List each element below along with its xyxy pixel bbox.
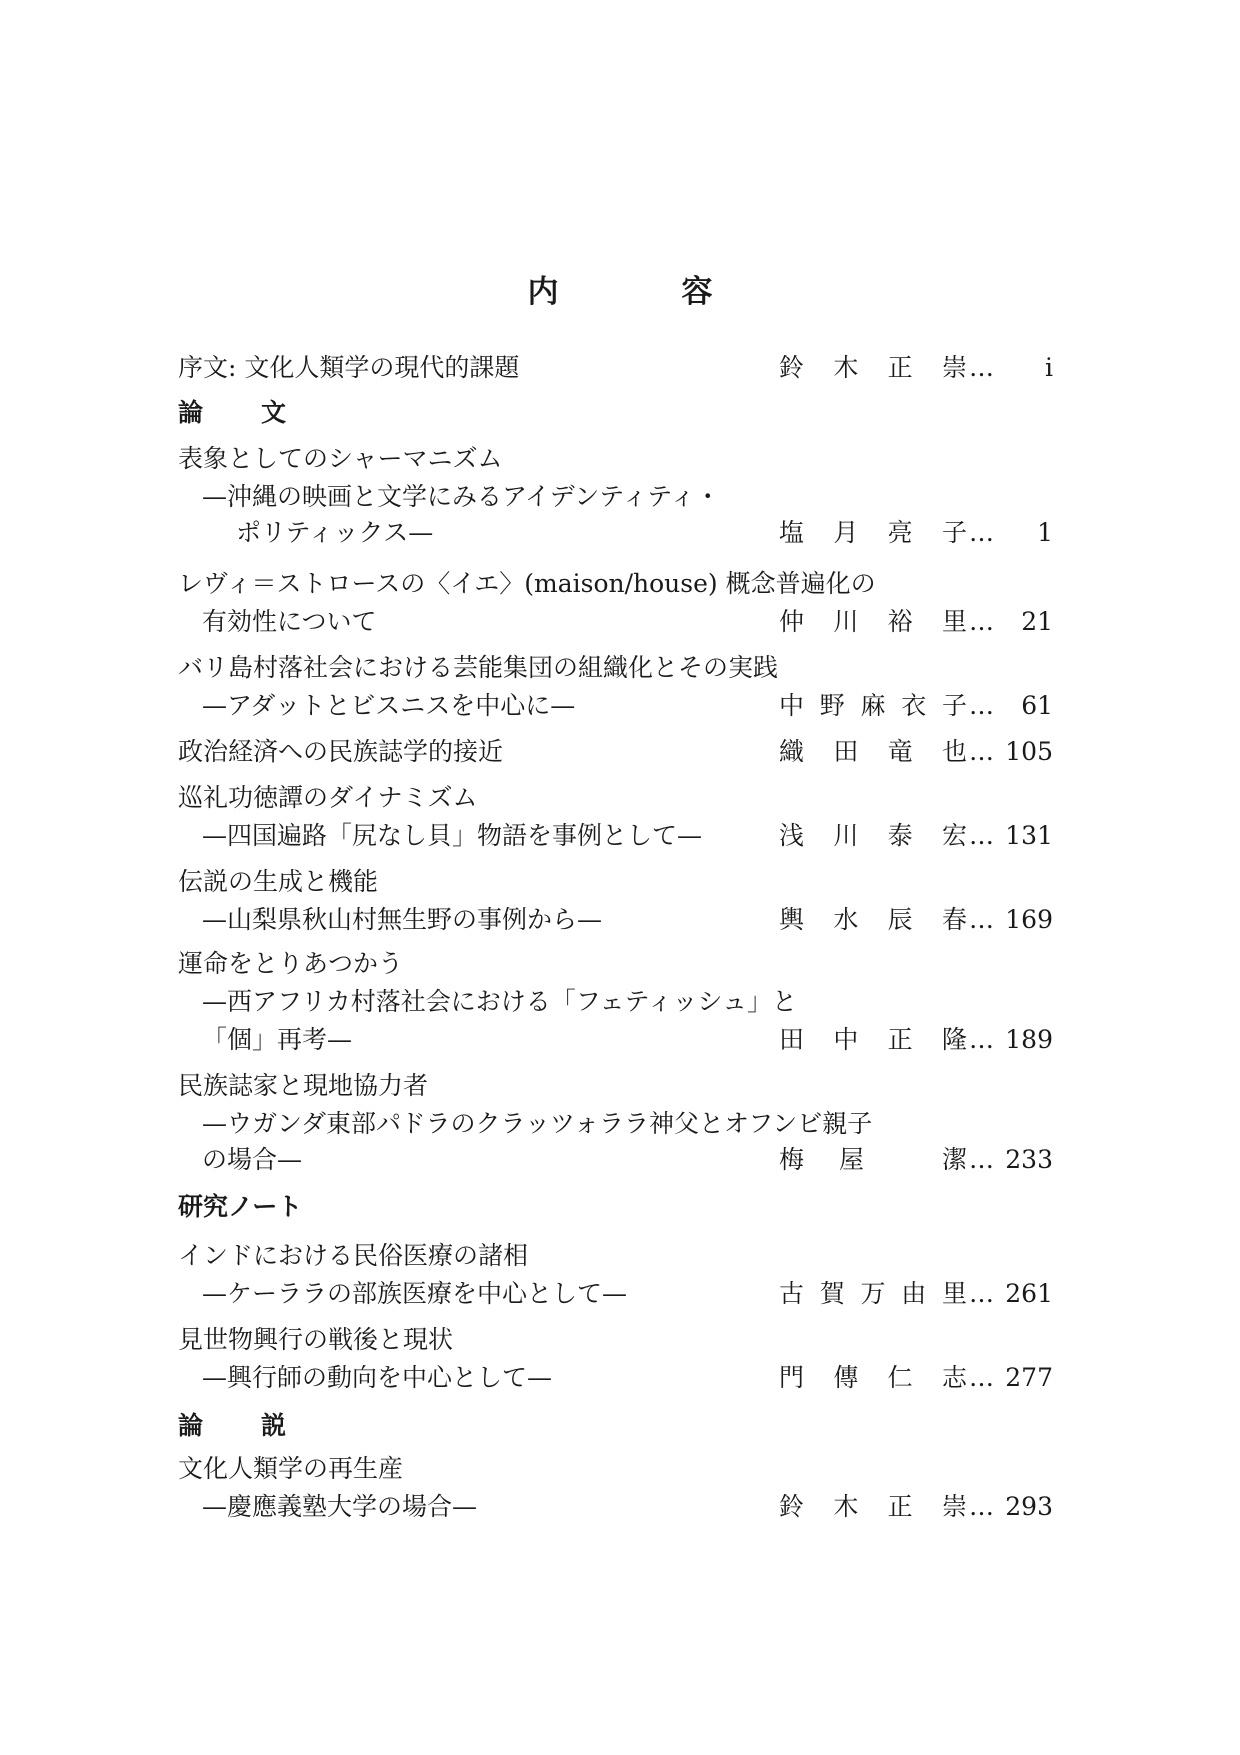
author-char: 子 bbox=[941, 518, 967, 547]
author-char: 正 bbox=[887, 1492, 913, 1521]
entry-subtitle: —アダットとビスニスを中心に— bbox=[202, 691, 576, 720]
author-char: 水 bbox=[833, 905, 859, 934]
author-char: 中 bbox=[779, 691, 805, 720]
section-heading-label bbox=[178, 1407, 286, 1445]
author-char: 万 bbox=[860, 1279, 886, 1308]
entry-page-number: 105 bbox=[1005, 737, 1053, 766]
author-char: 也 bbox=[941, 737, 967, 766]
entry-subtitle: —慶應義塾大学の場合— bbox=[202, 1492, 478, 1521]
entry-page-number: 21 bbox=[1021, 607, 1053, 636]
author-char: 木 bbox=[833, 1492, 859, 1521]
entry-subtitle: —山梨県秋山村無生野の事例から— bbox=[202, 905, 603, 934]
entry-subtitle: 「個」再考— bbox=[202, 1025, 353, 1054]
entry-page-number: 293 bbox=[1005, 1492, 1053, 1521]
entry-subtitle: —ウガンダ東部パドラのクラッツォララ神父とオフンビ親子 bbox=[202, 1109, 873, 1138]
entry-title: 政治経済への民族誌学的接近 bbox=[178, 737, 504, 766]
entry-author bbox=[779, 603, 967, 641]
author-char: 田 bbox=[833, 737, 859, 766]
entry-title: 見世物興行の戦後と現状 bbox=[178, 1325, 454, 1354]
author-char: 仁 bbox=[887, 1363, 913, 1392]
toc-entry-line bbox=[178, 440, 1053, 478]
author-char: 崇 bbox=[941, 1492, 967, 1521]
author-char: 隆 bbox=[941, 1025, 967, 1054]
toc-entry-line bbox=[178, 1105, 1053, 1143]
entry-author bbox=[779, 349, 967, 387]
author-char: 門 bbox=[779, 1363, 805, 1392]
author-char: 由 bbox=[901, 1279, 927, 1308]
author-char: 川 bbox=[833, 821, 859, 850]
toc-entry-line bbox=[178, 1141, 1053, 1179]
toc-entry-line bbox=[178, 478, 1053, 516]
author-char bbox=[899, 1141, 907, 1179]
leader-dots: … bbox=[969, 737, 992, 766]
leader-dots: … bbox=[969, 518, 992, 547]
section-heading bbox=[178, 1188, 1053, 1226]
toc-entry-line bbox=[178, 945, 1053, 983]
entry-page-number: 233 bbox=[1005, 1145, 1053, 1174]
author-char: 田 bbox=[779, 1025, 805, 1054]
entry-page-number: 261 bbox=[1005, 1279, 1053, 1308]
toc-entry-line bbox=[178, 514, 1053, 552]
section-heading-char: 論 bbox=[178, 1411, 204, 1440]
entry-page-number: i bbox=[1045, 353, 1053, 382]
entry-title: インドにおける民俗医療の諸相 bbox=[178, 1241, 529, 1270]
toc-entry-line bbox=[178, 649, 1053, 687]
entry-title: 序文: 文化人類学の現代的課題 bbox=[178, 353, 520, 382]
author-char: 裕 bbox=[887, 607, 913, 636]
toc-entry-line bbox=[178, 603, 1053, 641]
entry-page-number: 169 bbox=[1005, 905, 1053, 934]
toc-entry-line bbox=[178, 565, 1053, 603]
entry-page-number: 61 bbox=[1021, 691, 1053, 720]
toc-entry-line bbox=[178, 349, 1053, 387]
section-heading-char: 論 bbox=[178, 398, 204, 427]
toc-entry-line bbox=[178, 1237, 1053, 1275]
section-heading bbox=[178, 394, 1053, 432]
entry-title: 巡礼功徳譚のダイナミズム bbox=[178, 783, 478, 812]
entry-author bbox=[779, 1275, 967, 1313]
author-char: 川 bbox=[833, 607, 859, 636]
section-heading bbox=[178, 1407, 1053, 1445]
author-char: 織 bbox=[779, 737, 805, 766]
entry-author bbox=[779, 733, 967, 771]
toc-entry-line bbox=[178, 1450, 1053, 1488]
entry-title: レヴィ＝ストロースの〈イエ〉(maison/house) 概念普遍化の bbox=[178, 569, 876, 598]
entry-page-number: 131 bbox=[1005, 821, 1053, 850]
toc-entry-line bbox=[178, 1488, 1053, 1526]
entry-subtitle: ポリティックス— bbox=[236, 518, 434, 547]
author-char: 古 bbox=[779, 1279, 805, 1308]
author-char: 子 bbox=[941, 691, 967, 720]
author-char: 梅 bbox=[779, 1145, 805, 1174]
author-char: 宏 bbox=[941, 821, 967, 850]
entry-author bbox=[779, 901, 967, 939]
toc-entry-line bbox=[178, 1021, 1053, 1059]
author-char: 潔 bbox=[941, 1145, 967, 1174]
toc-entry-line bbox=[178, 901, 1053, 939]
author-char: 春 bbox=[941, 905, 967, 934]
leader-dots: … bbox=[969, 1363, 992, 1392]
entry-subtitle: の場合— bbox=[202, 1145, 303, 1174]
author-char: 塩 bbox=[779, 518, 805, 547]
author-char: 鈴 bbox=[779, 1492, 805, 1521]
entry-subtitle: —興行師の動向を中心として— bbox=[202, 1363, 553, 1392]
toc-entry-line bbox=[178, 1275, 1053, 1313]
author-char: 衣 bbox=[901, 691, 927, 720]
entry-author bbox=[779, 1359, 967, 1397]
entry-author bbox=[779, 817, 967, 855]
author-char: 亮 bbox=[887, 518, 913, 547]
toc-entry-line bbox=[178, 817, 1053, 855]
author-char: 仲 bbox=[779, 607, 805, 636]
entry-author bbox=[779, 1141, 967, 1179]
section-heading-label bbox=[178, 394, 286, 432]
author-char: 崇 bbox=[941, 353, 967, 382]
author-char: 志 bbox=[941, 1363, 967, 1392]
author-char: 賀 bbox=[819, 1279, 845, 1308]
leader-dots: … bbox=[969, 353, 992, 382]
entry-title: 表象としてのシャーマニズム bbox=[178, 444, 503, 473]
entry-page-number: 189 bbox=[1005, 1025, 1053, 1054]
author-char: 中 bbox=[833, 1025, 859, 1054]
toc-entry-line bbox=[178, 687, 1053, 725]
leader-dots: … bbox=[969, 821, 992, 850]
entry-subtitle: —四国遍路「尻なし貝」物語を事例として— bbox=[202, 821, 703, 850]
author-char: 麻 bbox=[860, 691, 886, 720]
entry-subtitle: —西アフリカ村落社会における「フェティッシュ」と bbox=[202, 987, 798, 1016]
entry-subtitle: —沖縄の映画と文学にみるアイデンティティ・ bbox=[202, 482, 721, 511]
leader-dots: … bbox=[969, 607, 992, 636]
entry-title: 文化人類学の再生産 bbox=[178, 1454, 404, 1483]
entry-title: 運命をとりあつかう bbox=[178, 949, 404, 978]
toc-entry-line bbox=[178, 779, 1053, 817]
author-char: 辰 bbox=[887, 905, 913, 934]
author-char: 正 bbox=[887, 1025, 913, 1054]
toc-entry-line bbox=[178, 863, 1053, 901]
leader-dots: … bbox=[969, 1492, 992, 1521]
entry-page-number: 277 bbox=[1005, 1363, 1053, 1392]
leader-dots: … bbox=[969, 691, 992, 720]
entry-title: 民族誌家と現地協力者 bbox=[178, 1071, 429, 1100]
section-heading-label bbox=[178, 1188, 302, 1226]
section-heading-char: 文 bbox=[261, 398, 287, 427]
author-char: 里 bbox=[941, 1279, 967, 1308]
author-char: 里 bbox=[941, 607, 967, 636]
entry-title: 伝説の生成と機能 bbox=[178, 867, 379, 896]
entry-author bbox=[779, 1488, 967, 1526]
entry-author bbox=[779, 514, 967, 552]
author-char: 木 bbox=[833, 353, 859, 382]
entry-page-number: 1 bbox=[1037, 518, 1053, 547]
section-heading-char: 説 bbox=[261, 1411, 287, 1440]
entry-author bbox=[779, 1021, 967, 1059]
toc-entry-line bbox=[178, 1359, 1053, 1397]
author-char: 竜 bbox=[887, 737, 913, 766]
toc-entry-line bbox=[178, 1067, 1053, 1105]
section-heading-char: 研究ノート bbox=[178, 1192, 303, 1221]
author-char: 浅 bbox=[779, 821, 805, 850]
entry-subtitle: 有効性について bbox=[202, 607, 377, 636]
toc-entry-line bbox=[178, 733, 1053, 771]
leader-dots: … bbox=[969, 905, 992, 934]
leader-dots: … bbox=[969, 1279, 992, 1308]
leader-dots: … bbox=[969, 1025, 992, 1054]
author-char: 正 bbox=[887, 353, 913, 382]
author-char: 野 bbox=[819, 691, 845, 720]
author-char: 屋 bbox=[839, 1145, 865, 1174]
toc-entry-line bbox=[178, 983, 1053, 1021]
author-char: 鈴 bbox=[779, 353, 805, 382]
author-char: 月 bbox=[833, 518, 859, 547]
author-char: 泰 bbox=[887, 821, 913, 850]
author-char: 傳 bbox=[833, 1363, 859, 1392]
entry-author bbox=[779, 687, 967, 725]
entry-subtitle: —ケーララの部族医療を中心として— bbox=[202, 1279, 628, 1308]
page-title: 内 容 bbox=[527, 274, 759, 310]
entry-title: バリ島村落社会における芸能集団の組織化とその実践 bbox=[178, 653, 779, 682]
author-char: 輿 bbox=[779, 905, 805, 934]
toc-entry-line bbox=[178, 1321, 1053, 1359]
leader-dots: … bbox=[969, 1145, 992, 1174]
